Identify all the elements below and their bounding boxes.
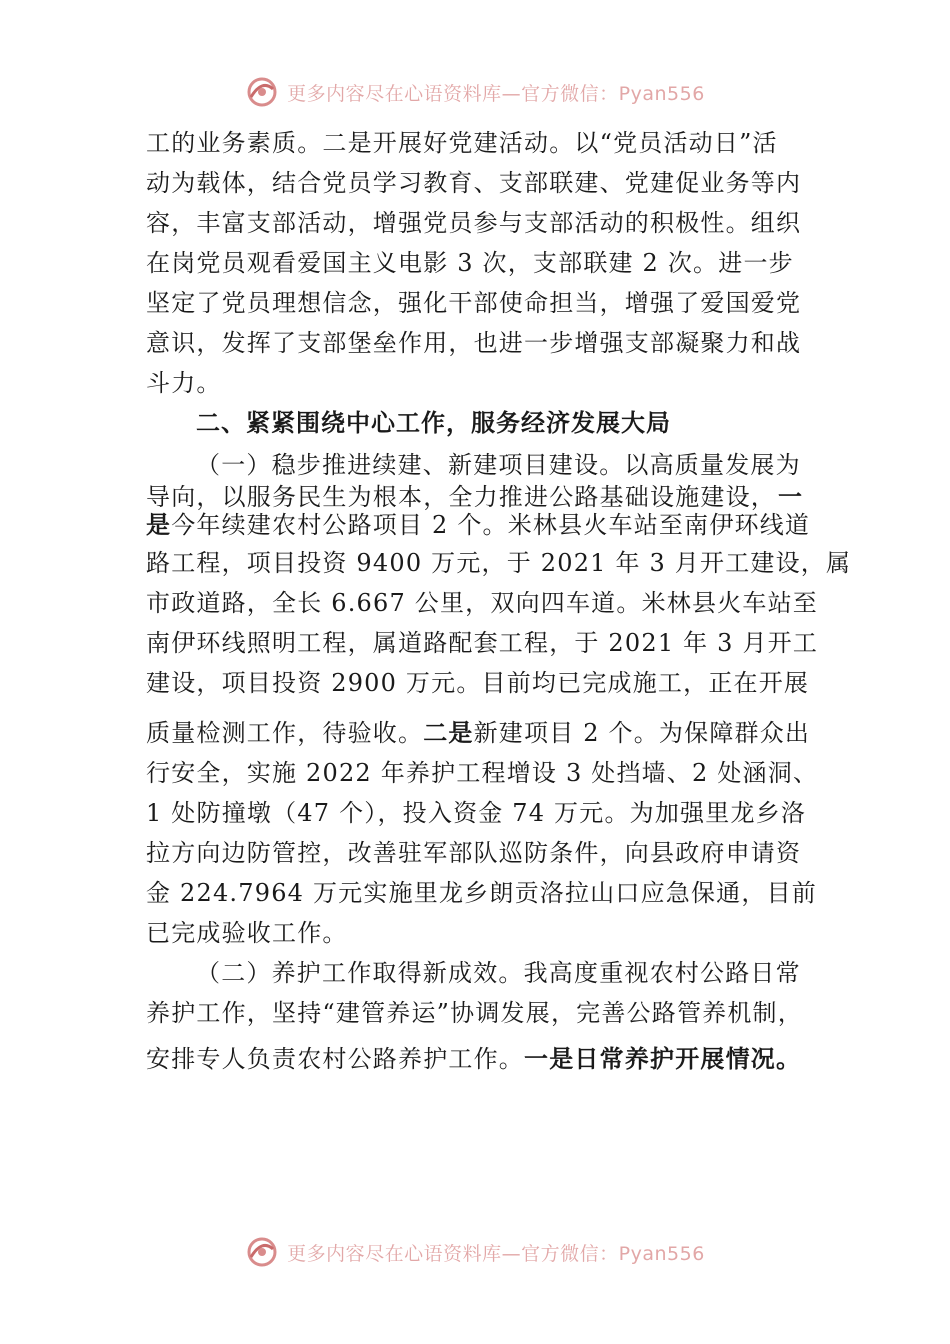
emphasis-text: 是 <box>146 511 172 539</box>
body-line: 动为载体，结合党员学习教育、支部联建、党建促业务等内 <box>146 169 802 197</box>
body-text: 安排专人负责农村公路养护工作。 <box>146 1045 524 1073</box>
body-text: 今年续建农村公路项目 2 个。米林县火车站至南伊环线道 <box>171 511 811 539</box>
emphasis-text: 一是日常养护开展情况。 <box>524 1045 802 1073</box>
body-line <box>146 482 804 512</box>
section-heading: 二、紧紧围绕中心工作，服务经济发展大局 <box>196 409 671 437</box>
body-line: 市政道路，全长 6.667 公里，双向四车道。米林县火车站至 <box>146 589 818 617</box>
body-line: 斗力。 <box>146 369 222 397</box>
body-line: 工的业务素质。二是开展好党建活动。以“党员活动日”活 <box>146 129 778 157</box>
body-line: 路工程，项目投资 9400 万元，于 2021 年 3 月开工建设，属 <box>146 549 852 577</box>
body-line: 已完成验收工作。 <box>146 919 348 947</box>
body-line: 建设，项目投资 2900 万元。目前均已完成施工，正在开展 <box>146 669 810 697</box>
body-line: 行安全，实施 2022 年养护工程增设 3 处挡墙、2 处涵洞、 <box>146 759 819 787</box>
body-text: 新建项目 2 个。为保障群众出 <box>473 719 811 747</box>
body-line: 意识，发挥了支部堡垒作用，也进一步增强支部凝聚力和战 <box>146 329 802 357</box>
body-line: 1 处防撞墩（47 个），投入资金 74 万元。为加强里龙乡洛 <box>146 799 807 827</box>
body-line <box>146 718 810 748</box>
body-line: 拉方向边防管控，改善驻军部队巡防条件，向县政府申请资 <box>146 839 802 867</box>
emphasis-text: 二是 <box>423 719 474 747</box>
watermark-footer <box>0 1232 950 1272</box>
body-line <box>146 510 810 540</box>
body-text: 质量检测工作，待验收。 <box>146 719 424 747</box>
body-line: （一）稳步推进续建、新建项目建设。以高质量发展为 <box>196 451 801 479</box>
body-line: 坚定了党员理想信念，强化干部使命担当，增强了爱国爱党 <box>146 289 802 317</box>
body-line: 容，丰富支部活动，增强党员参与支部活动的积极性。组织 <box>146 209 802 237</box>
body-line: 养护工作，坚持“建管养运”协调发展，完善公路管养机制， <box>146 999 803 1027</box>
body-line <box>146 1044 801 1074</box>
body-line: 金 224.7964 万元实施里龙乡朗贡洛拉山口应急保通，目前 <box>146 879 817 907</box>
watermark-text: 更多内容尽在心语资料库—官方微信：Pyan556 <box>287 82 705 105</box>
watermark-header <box>0 72 950 112</box>
body-line: （二）养护工作取得新成效。我高度重视农村公路日常 <box>196 959 801 987</box>
swirl-logo-icon <box>245 1235 279 1269</box>
body-text: 导向，以服务民生为根本，全力推进公路基础设施建设， <box>146 483 776 511</box>
swirl-logo-icon <box>245 75 279 109</box>
body-line: 在岗党员观看爱国主义电影 3 次，支部联建 2 次。进一步 <box>146 249 794 277</box>
body-line: 南伊环线照明工程，属道路配套工程，于 2021 年 3 月开工 <box>146 629 819 657</box>
watermark-text: 更多内容尽在心语资料库—官方微信：Pyan556 <box>287 1242 705 1265</box>
emphasis-text: 一 <box>778 483 804 511</box>
